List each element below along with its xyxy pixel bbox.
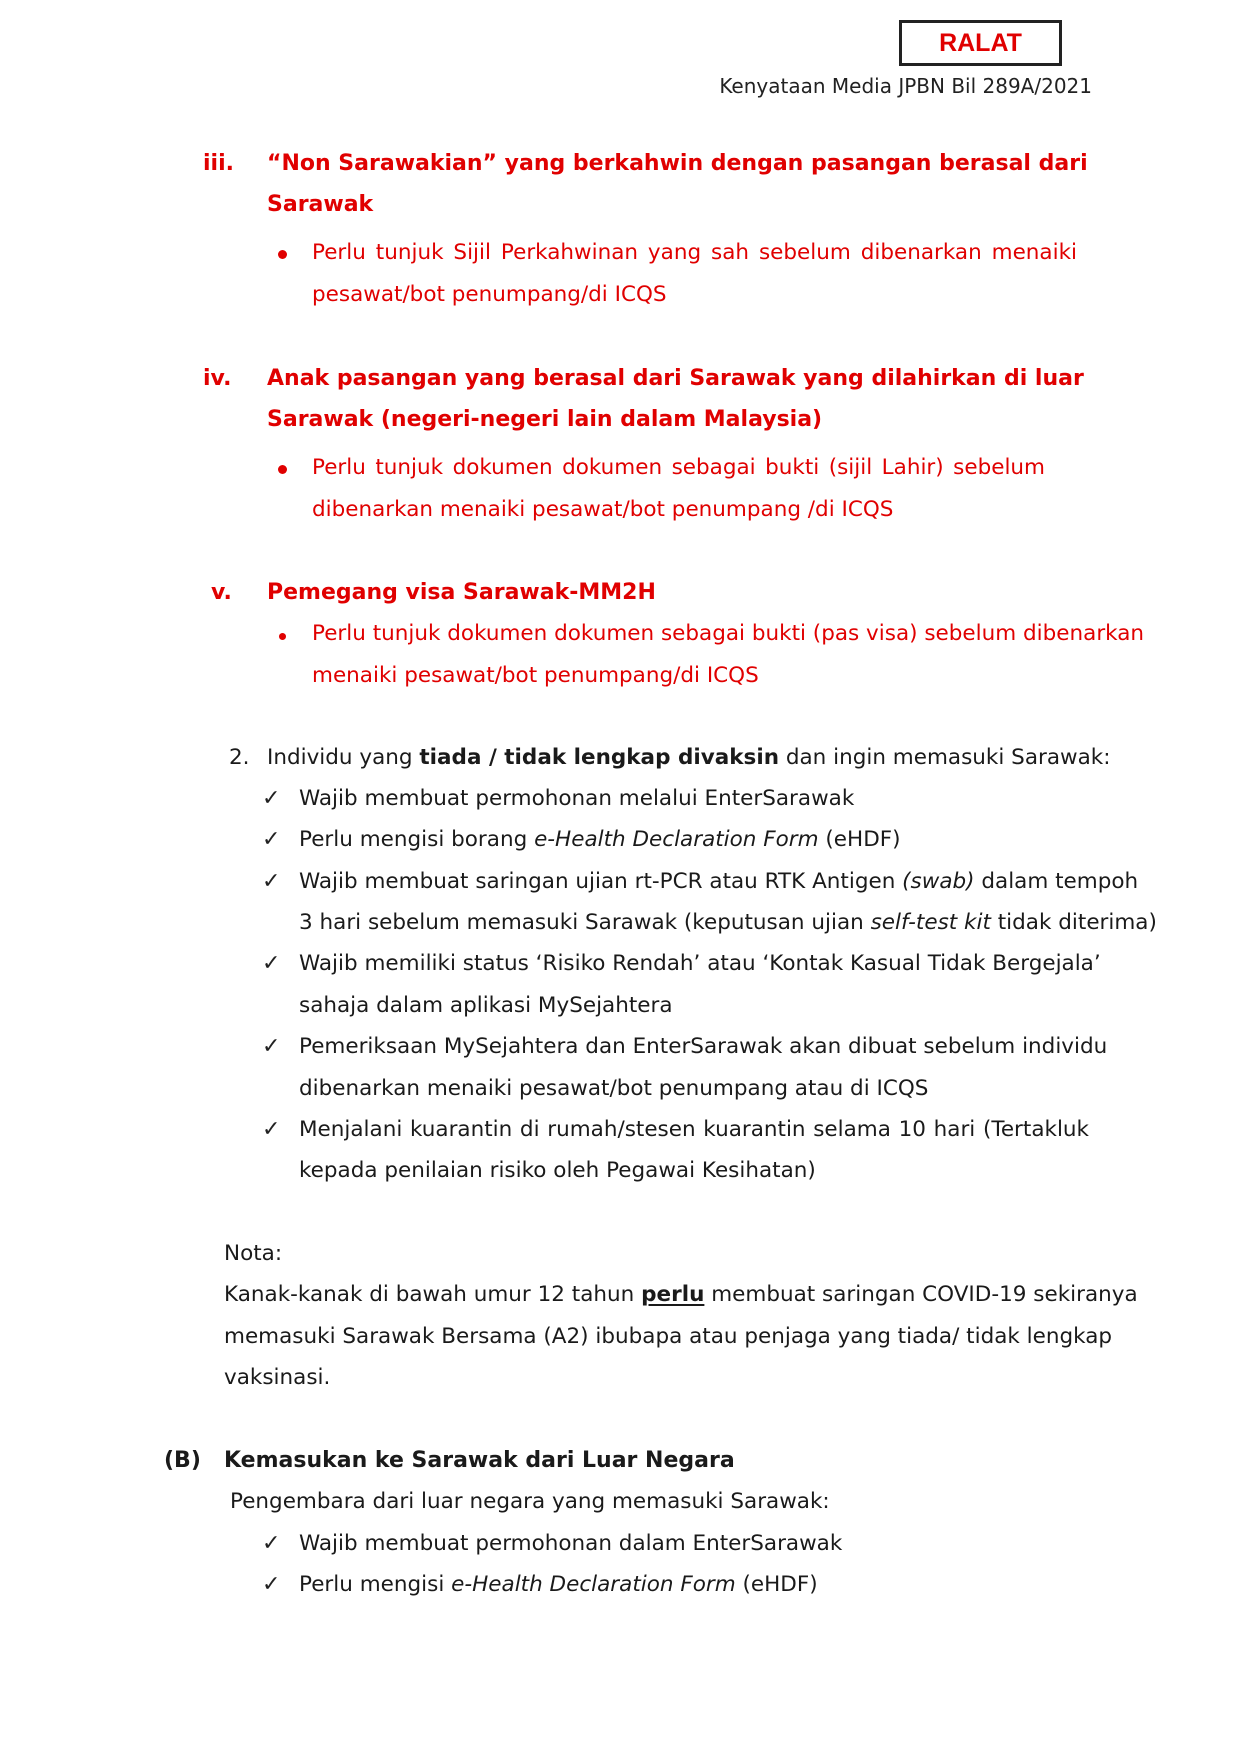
item-iv-numeral: iv.	[203, 366, 232, 391]
s2-check-6-line2: kepada penilaian risiko oleh Pegawai Kesihatan)	[299, 1158, 816, 1183]
item-v-bullet-line2: menaiki pesawat/bot penumpang/di ICQS	[312, 663, 759, 688]
item-iv-title-line1: Anak pasangan yang berasal dari Sarawak yang dilahirkan di luar	[267, 366, 1084, 391]
nota-line1: Kanak-kanak di bawah umur 12 tahun perlu membuat saringan COVID-19 sekiranya	[224, 1282, 1138, 1307]
s2-check-3-line2: 3 hari sebelum memasuki Sarawak (keputusan ujian self-test kit tidak diterima)	[299, 910, 1157, 935]
item-iii-bullet-line1: Perlu tunjuk Sijil Perkahwinan yang sah sebelum dibenarkan menaiki	[312, 240, 1077, 265]
item-iv-bullet-line2: dibenarkan menaiki pesawat/bot penumpang /di ICQS	[312, 497, 894, 522]
check-icon: ✓	[262, 827, 281, 852]
item-iv-title-line2: Sarawak (negeri-negeri lain dalam Malaysia)	[267, 407, 823, 432]
item-iii-title-line2: Sarawak	[267, 192, 374, 217]
item-v-bullet-line1: Perlu tunjuk dokumen dokumen sebagai bukti (pas visa) sebelum dibenarkan	[312, 621, 1145, 646]
s2-check-6-line1: Menjalani kuarantin di rumah/stesen kuarantin selama 10 hari (Tertakluk	[299, 1117, 1089, 1142]
sb-check-2: Perlu mengisi e-Health Declaration Form (eHDF)	[299, 1572, 818, 1597]
section-b-label: (B)	[164, 1448, 201, 1473]
sb-check-1: Wajib membuat permohonan dalam EnterSarawak	[299, 1531, 843, 1556]
check-icon: ✓	[262, 869, 281, 894]
s2-check-3-line1: Wajib membuat saringan ujian rt-PCR atau RTK Antigen (swab) dalam tempoh	[299, 869, 1139, 894]
item-v-numeral: v.	[211, 580, 232, 605]
check-icon: ✓	[262, 1034, 281, 1059]
item-v-title: Pemegang visa Sarawak-MM2H	[267, 580, 656, 605]
check-icon: ✓	[262, 1531, 281, 1556]
s2-check-4-line2: sahaja dalam aplikasi MySejahtera	[299, 993, 673, 1018]
nota-line3: vaksinasi.	[224, 1365, 331, 1390]
check-icon: ✓	[262, 1572, 281, 1597]
section2-number: 2.	[229, 745, 250, 770]
nota-line2: memasuki Sarawak Bersama (A2) ibubapa atau penjaga yang tiada/ tidak lengkap	[224, 1324, 1113, 1349]
item-iv-bullet-icon	[278, 465, 287, 474]
section2-intro: Individu yang tiada / tidak lengkap divaksin dan ingin memasuki Sarawak:	[267, 745, 1111, 770]
section-b-intro: Pengembara dari luar negara yang memasuki Sarawak:	[230, 1489, 830, 1514]
item-v-bullet-icon	[279, 633, 286, 640]
item-iii-bullet-line2: pesawat/bot penumpang/di ICQS	[312, 282, 667, 307]
check-icon: ✓	[262, 951, 281, 976]
item-iii-bullet-icon	[278, 250, 287, 259]
reference-number: Kenyataan Media JPBN Bil 289A/2021	[719, 74, 1092, 98]
s2-check-5-line2: dibenarkan menaiki pesawat/bot penumpang atau di ICQS	[299, 1076, 929, 1101]
s2-check-2: Perlu mengisi borang e-Health Declaration Form (eHDF)	[299, 827, 901, 852]
s2-check-4-line1: Wajib memiliki status ‘Risiko Rendah’ atau ‘Kontak Kasual Tidak Bergejala’	[299, 951, 1101, 976]
item-iii-title-line1: “Non Sarawakian” yang berkahwin dengan pasangan berasal dari	[267, 151, 1088, 176]
item-iv-bullet-line1: Perlu tunjuk dokumen dokumen sebagai bukti (sijil Lahir) sebelum	[312, 455, 1045, 480]
ralat-stamp: RALAT	[899, 20, 1062, 66]
s2-check-5-line1: Pemeriksaan MySejahtera dan EnterSarawak akan dibuat sebelum individu	[299, 1034, 1108, 1059]
item-iii-numeral: iii.	[203, 151, 234, 176]
nota-label: Nota:	[224, 1241, 283, 1266]
check-icon: ✓	[262, 1117, 281, 1142]
s2-check-1: Wajib membuat permohonan melalui EnterSarawak	[299, 786, 855, 811]
section-b-title: Kemasukan ke Sarawak dari Luar Negara	[224, 1448, 735, 1473]
check-icon: ✓	[262, 786, 281, 811]
